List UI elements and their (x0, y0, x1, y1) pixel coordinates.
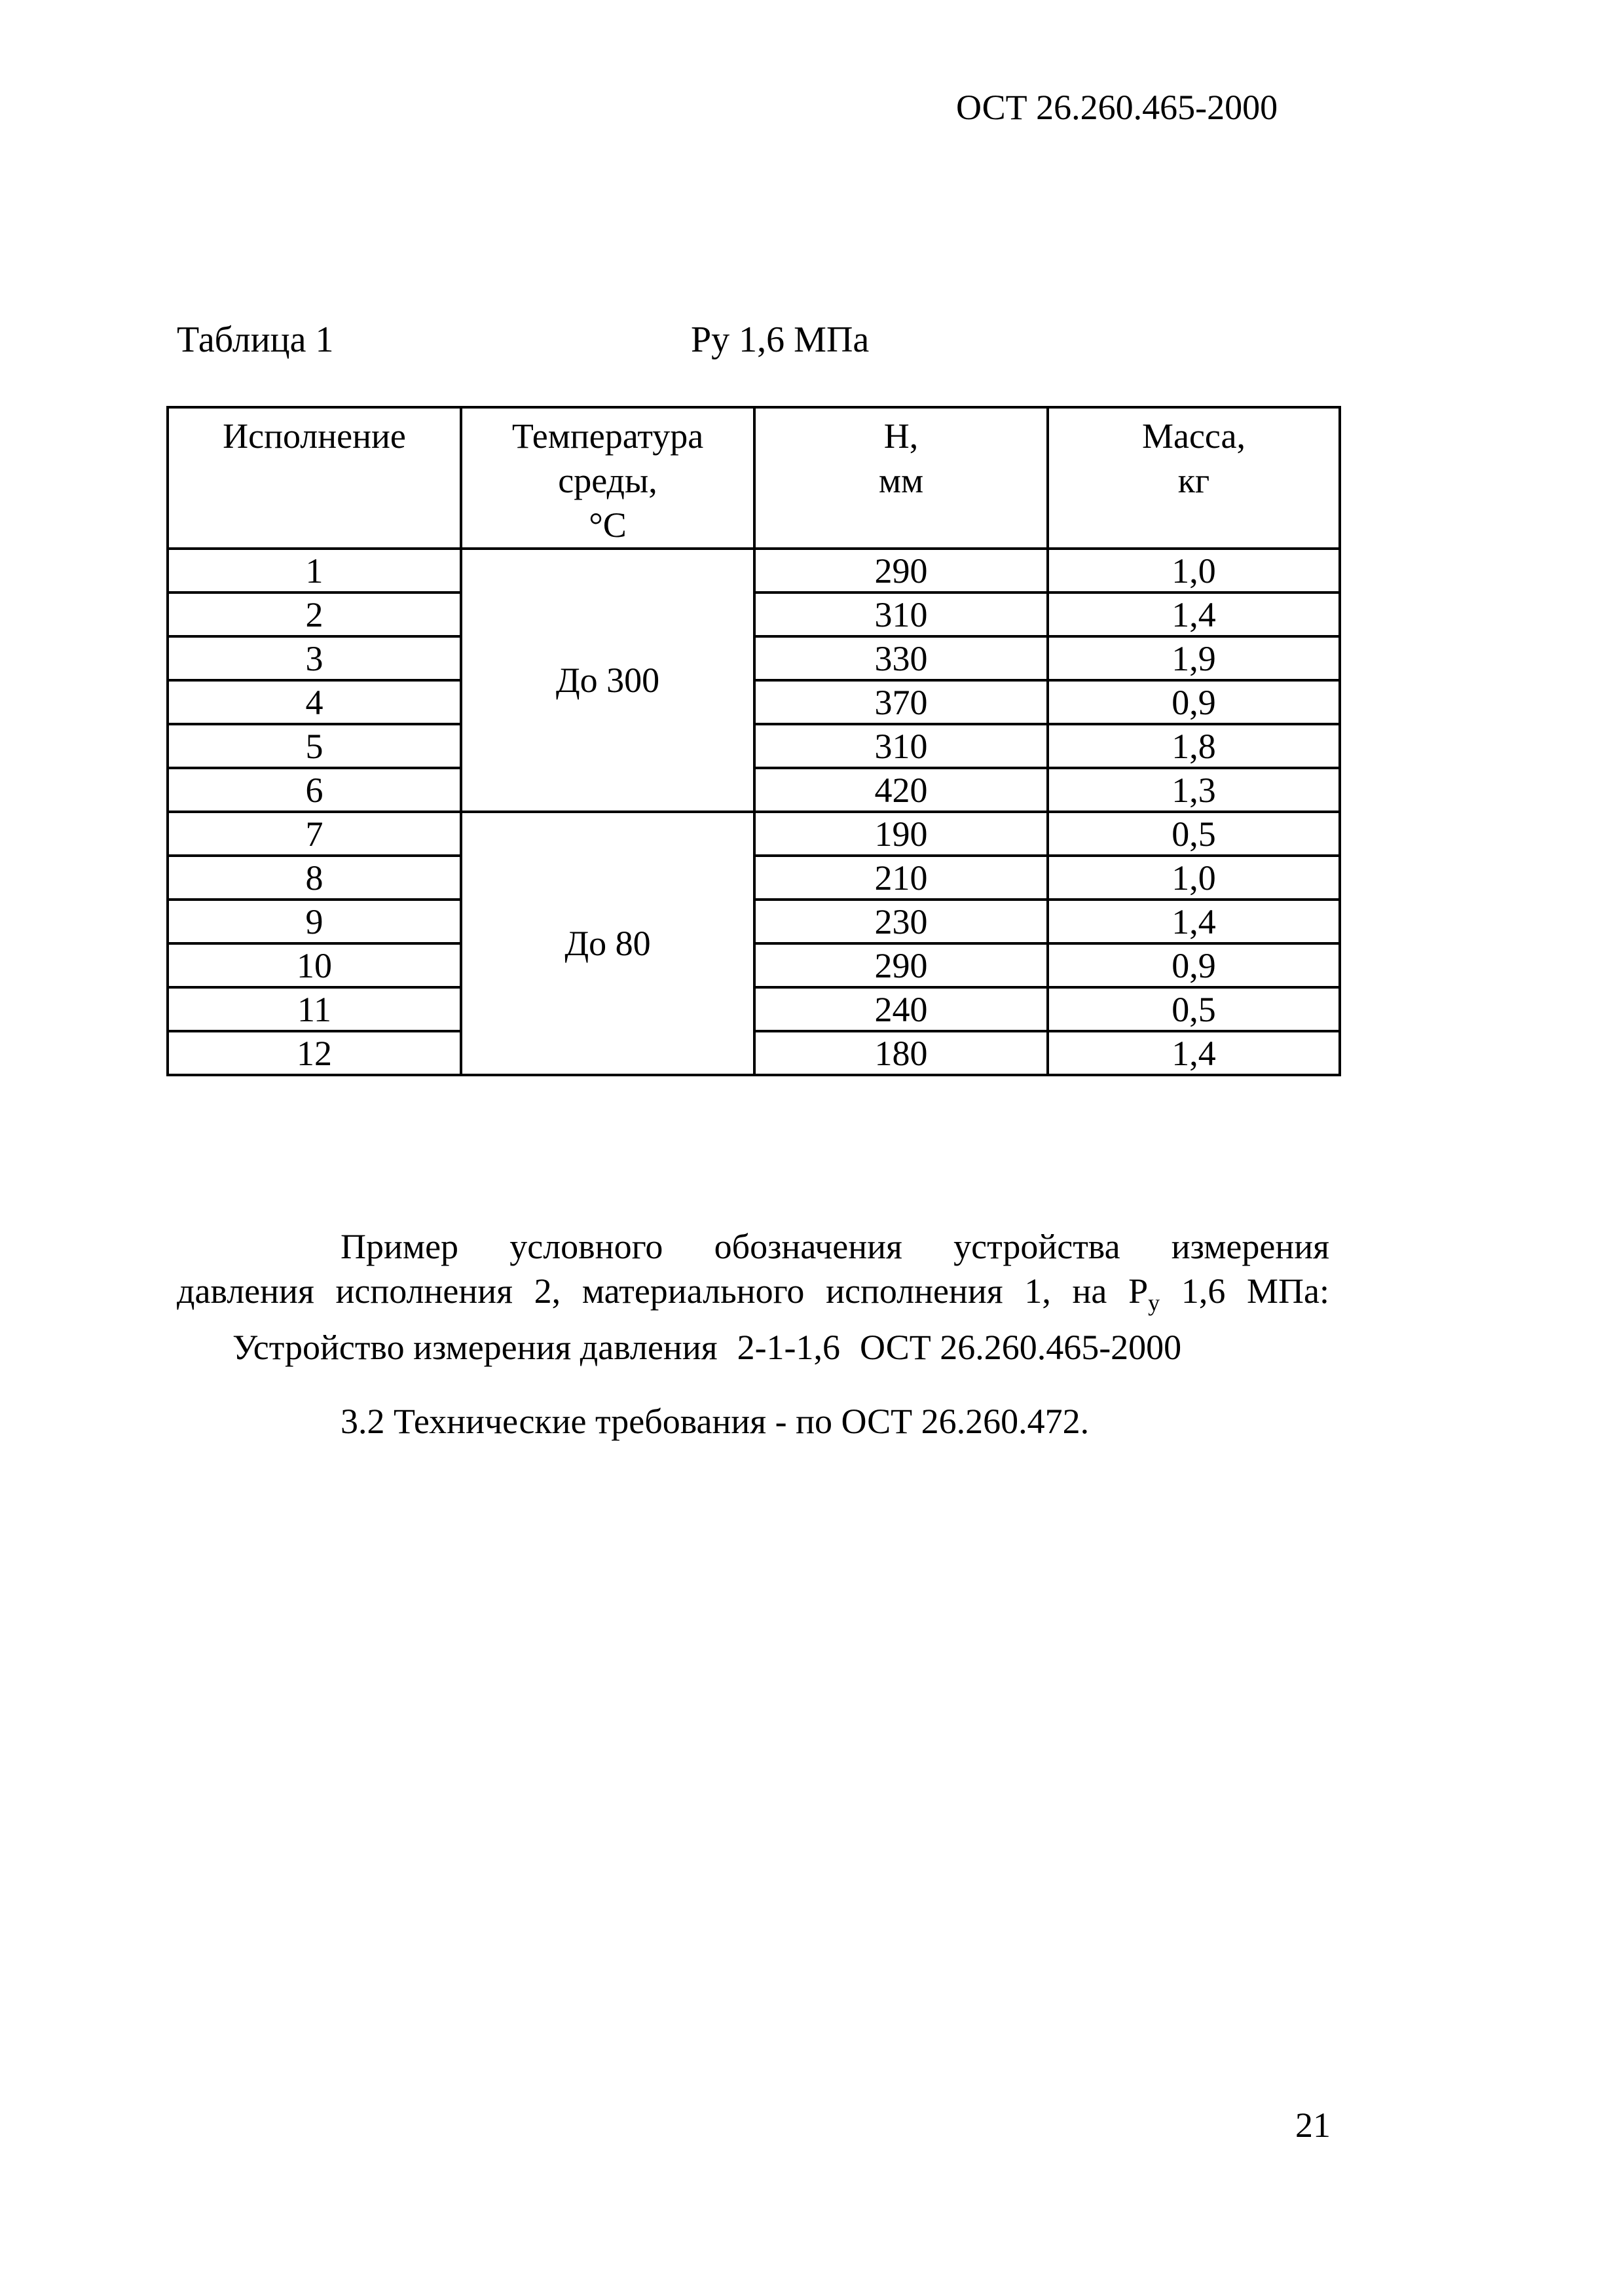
cell-height: 290 (754, 943, 1048, 987)
page-number: 21 (1295, 2105, 1331, 2145)
cell-mass: 1,4 (1048, 1031, 1340, 1075)
cell-mass: 1,0 (1048, 549, 1340, 592)
cell-version: 7 (168, 812, 461, 856)
table-header-row (168, 407, 1340, 549)
cell-version: 2 (168, 592, 461, 636)
cell-height: 330 (754, 636, 1048, 680)
example-line-3: Устройство измерения давления 2-1-1,6 ОСТ 26.260.465-2000 (232, 1327, 1182, 1367)
cell-height: 420 (754, 768, 1048, 812)
cell-height: 370 (754, 680, 1048, 724)
cell-version: 5 (168, 724, 461, 768)
specification-table (166, 406, 1341, 1076)
cell-mass: 1,9 (1048, 636, 1340, 680)
cell-version: 12 (168, 1031, 461, 1075)
cell-mass: 0,5 (1048, 987, 1340, 1031)
table-row (168, 812, 1340, 856)
cell-mass: 1,3 (1048, 768, 1340, 812)
document-code: ОСТ 26.260.465-2000 (956, 88, 1278, 127)
cell-version: 1 (168, 549, 461, 592)
cell-temperature-group: До 300 (461, 549, 754, 812)
cell-mass: 1,4 (1048, 592, 1340, 636)
cell-version: 11 (168, 987, 461, 1031)
cell-version: 10 (168, 943, 461, 987)
technical-requirements: 3.2 Технические требования - по ОСТ 26.260.472. (341, 1402, 1090, 1441)
cell-version: 9 (168, 900, 461, 943)
cell-version: 6 (168, 768, 461, 812)
cell-height: 210 (754, 856, 1048, 900)
cell-height: 290 (754, 549, 1048, 592)
nominal-pressure: Py 1,6 МПа (691, 319, 870, 360)
cell-height: 180 (754, 1031, 1048, 1075)
header-temperature: Температура среды, °С (461, 407, 754, 549)
cell-mass: 1,8 (1048, 724, 1340, 768)
header-mass: Масса, кг (1048, 407, 1340, 549)
header-height: Н, мм (754, 407, 1048, 549)
cell-height: 240 (754, 987, 1048, 1031)
example-line-2: давления исполнения 2, материального исполнения 1, на $P_y$ 1,6 МПа: (177, 1271, 1330, 1316)
cell-temperature-group: До 80 (461, 812, 754, 1075)
cell-mass: 0,9 (1048, 943, 1340, 987)
designation-example (177, 1224, 1329, 1370)
cell-mass: 1,4 (1048, 900, 1340, 943)
table-caption: Таблица 1 (177, 319, 334, 360)
cell-version: 3 (168, 636, 461, 680)
cell-mass: 1,0 (1048, 856, 1340, 900)
cell-height: 230 (754, 900, 1048, 943)
cell-height: 190 (754, 812, 1048, 856)
cell-height: 310 (754, 592, 1048, 636)
table-row (168, 549, 1340, 592)
cell-height: 310 (754, 724, 1048, 768)
cell-mass: 0,5 (1048, 812, 1340, 856)
cell-mass: 0,9 (1048, 680, 1340, 724)
header-version: Исполнение (168, 407, 461, 549)
example-line-1: Пример условного обозначения устройства измерения (341, 1227, 1329, 1266)
cell-version: 4 (168, 680, 461, 724)
cell-version: 8 (168, 856, 461, 900)
